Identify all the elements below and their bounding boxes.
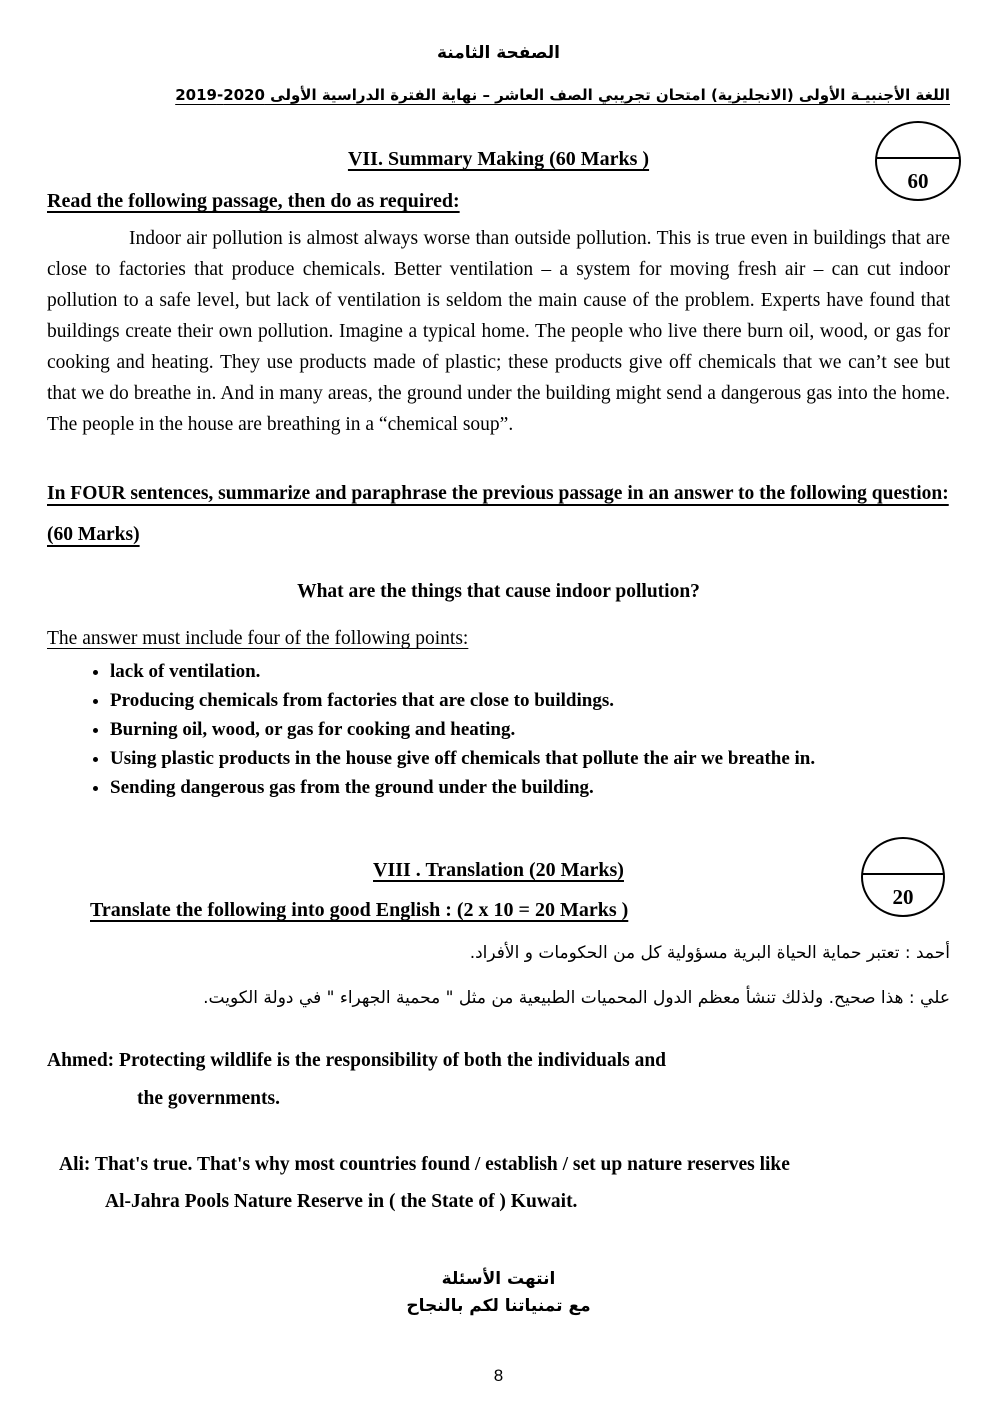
translation-section-title-text: VIII . Translation (20 Marks)	[373, 859, 624, 881]
list-item: • Producing chemicals from factories that are close to buildings.	[110, 686, 950, 715]
summary-section-title	[47, 146, 950, 172]
translation-section-title	[47, 857, 950, 883]
exam-header-line: اللغة الأجنبيـة الأولى (الانجليزية) امتحان تجريبي الصف العاشر – نهاية الفترة الدراسية الأولى 2020-2019	[175, 86, 950, 104]
list-item: • Burning oil, wood, or gas for cooking and heating.	[110, 715, 950, 744]
questions-ended-line: انتهت الأسئلة	[441, 1269, 556, 1289]
summary-task-instruction: In FOUR sentences, summarize and paraphrase the previous passage in an answer to the following question: (60 Marks)	[47, 483, 949, 545]
translation-answer-ahmed-line2: the governments.	[137, 1088, 280, 1109]
points-intro: The answer must include four of the following points:	[47, 628, 469, 649]
translation-answer-ali-line1: Ali: That's true. That's why most countries found / establish / set up nature reserves like	[59, 1154, 790, 1175]
arabic-source-line-ali: علي : هذا صحيح. ولذلك تنشأ معظم الدول المحميات الطبيعية من مثل " محمية الجهراء " في دولة الكويت.	[203, 988, 950, 1008]
marks-badge-60-value: 60	[907, 169, 929, 194]
answer-points-list	[47, 657, 950, 802]
footer-closing	[47, 1266, 950, 1320]
summary-section-title-text: VII. Summary Making (60 Marks )	[347, 148, 650, 170]
translation-answer-ahmed	[47, 1042, 950, 1118]
arabic-source-line-ahmed: أحمد : تعتبر حماية الحياة البرية مسؤولية كل من الحكومات و الأفراد.	[469, 943, 950, 963]
summary-question: What are the things that cause indoor pollution?	[297, 581, 700, 602]
reading-passage: Indoor air pollution is almost always worse than outside pollution. This is true even in buildings that are close to factories that produce chemicals. Better ventilation – a system for moving fresh air – can cut indoor pollution to a safe level, but lack of ventilation is seldom the main cause of the problem. Experts have found that buildings create their own pollution. Imagine a typical home. The people who live there burn oil, wood, or gas for cooking and heating. They use products made of plastic; these products give off chemicals that we can’t see but that we do breathe in. And in many areas, the ground under the building might send a dangerous gas into the home. The people in the house are breathing in a “chemical soup”.	[47, 228, 950, 435]
translation-answer-ahmed-line1: Ahmed: Protecting wildlife is the responsibility of both the individuals and	[47, 1050, 667, 1071]
list-item: • lack of ventilation.	[110, 657, 950, 686]
read-passage-instruction: Read the following passage, then do as required:	[47, 190, 460, 212]
marks-badge-divider	[877, 157, 959, 159]
success-wishes-line: مع تمنياتنا لكم بالنجاح	[406, 1296, 591, 1316]
page-number: 8	[493, 1366, 504, 1385]
marks-badge-60	[875, 121, 961, 201]
translation-instruction: Translate the following into good English : (2 x 10 = 20 Marks )	[90, 899, 629, 921]
translation-answer-ali	[47, 1146, 950, 1220]
marks-badge-20	[861, 837, 945, 917]
marks-badge-20-value: 20	[892, 885, 914, 910]
list-item: • Using plastic products in the house give off chemicals that pollute the air we breathe in.	[110, 744, 950, 773]
marks-badge-divider	[863, 873, 943, 875]
translation-answer-ali-line2: Al-Jahra Pools Nature Reserve in ( the State of ) Kuwait.	[105, 1191, 578, 1212]
page-title-arabic: الصفحة الثامنة	[437, 43, 560, 63]
list-item: • Sending dangerous gas from the ground under the building.	[110, 773, 950, 802]
